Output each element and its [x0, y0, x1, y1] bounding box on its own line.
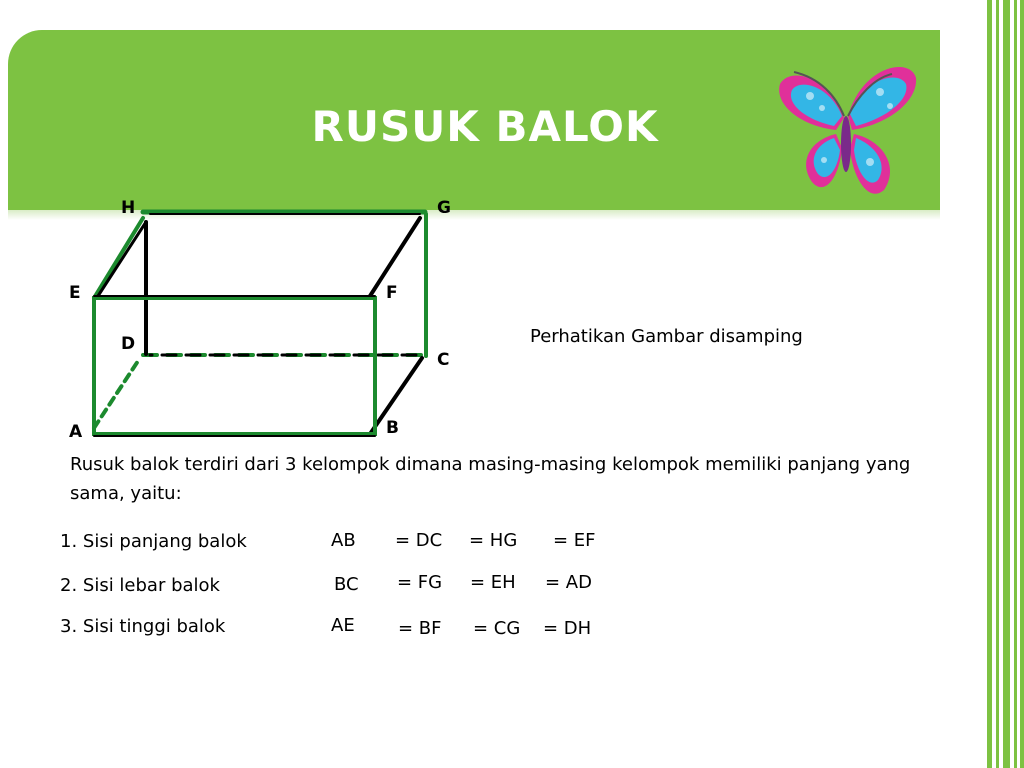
group-equal-edge: = HG — [469, 530, 518, 551]
vertex-label-d: D — [121, 334, 136, 354]
group-base-edge: AB — [331, 530, 356, 551]
vertex-label-a: A — [69, 422, 83, 442]
edge-eh-black — [98, 222, 146, 296]
vertex-label-h: H — [121, 198, 136, 218]
vertex-label-c: C — [437, 350, 450, 370]
slide-title: RUSUK BALOK — [311, 102, 659, 151]
group-equal-edge: = BF — [398, 618, 442, 639]
group-equal-edge: = DC — [395, 530, 443, 551]
vertex-label-f: F — [386, 283, 398, 303]
diagram-caption: Perhatikan Gambar disamping — [530, 326, 803, 347]
group-base-edge: BC — [334, 574, 359, 595]
group-label: 3. Sisi tinggi balok — [60, 616, 226, 637]
group-equal-edge: = DH — [543, 618, 592, 639]
group-label: 2. Sisi lebar balok — [60, 575, 220, 596]
vertex-label-b: B — [386, 418, 399, 438]
edge-ad — [94, 358, 140, 428]
intro-paragraph: Rusuk balok terdiri dari 3 kelompok dimana masing-masing kelompok memiliki panjang yang sama, yaitu: — [70, 454, 911, 504]
vertex-label-e: E — [69, 283, 81, 303]
vertex-label-g: G — [437, 198, 451, 218]
group-base-edge: AE — [331, 615, 355, 636]
group-equal-edge: = EH — [470, 572, 516, 593]
group-equal-edge: = FG — [397, 572, 443, 593]
group-equal-edge: = EF — [553, 530, 596, 551]
group-equal-edge: = CG — [473, 618, 521, 639]
edge-eh — [94, 218, 143, 298]
group-label: 1. Sisi panjang balok — [60, 531, 247, 552]
group-equal-edge: = AD — [545, 572, 592, 593]
